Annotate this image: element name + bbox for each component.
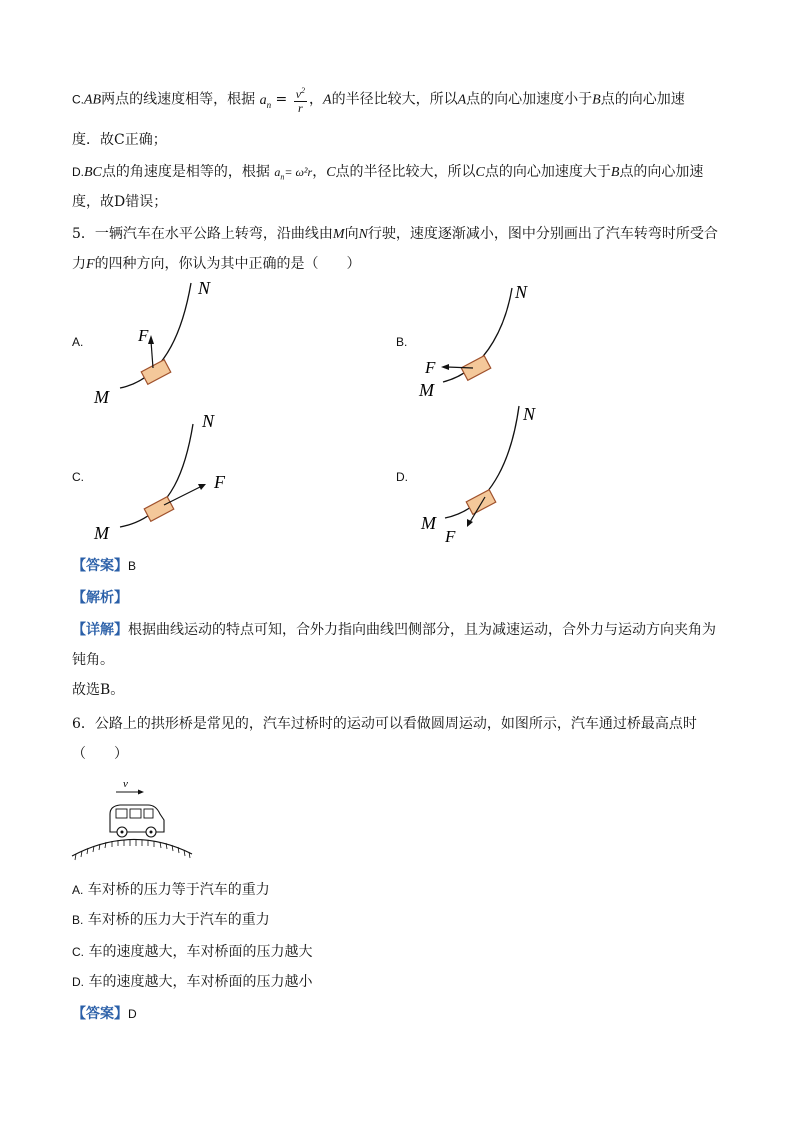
q5-option-b-label: B.: [396, 335, 408, 349]
label-n: N: [202, 411, 215, 431]
bridge-figure: [68, 776, 198, 862]
label-f: F: [138, 326, 149, 345]
bridge-arch: [72, 839, 192, 856]
q5-option-a-label: A.: [72, 335, 84, 349]
label-m: M: [421, 513, 436, 533]
question-5-stem-line2: 力F的四种方向，你认为其中正确的是（ ）: [72, 256, 361, 272]
force-arrow: [151, 341, 153, 368]
label-n: N: [515, 282, 528, 302]
car-box: [466, 490, 496, 515]
formula-a: $a_n$: [259, 92, 272, 110]
question-6-stem-line1: 6．公路上的拱形桥是常见的，汽车过桥时的运动可以看做圆周运动，如图所示，汽车通过桥最高点时: [72, 716, 697, 732]
q6-option-c: C. 车的速度越大，车对桥面的压力越大: [72, 944, 313, 960]
label-f: F: [445, 527, 456, 546]
q5-detail-line1: 【详解】根据曲线运动的特点可知，合外力指向曲线凹侧部分，且为减速运动，合外力与运动方向夹角为: [72, 622, 716, 638]
label-n: N: [198, 278, 211, 298]
figure-c: [90, 406, 250, 546]
option-c-explanation-line1: C.AB两点的线速度相等，根据 $a_n$ = $\frac{v^2}{r}$ ，A的半径比较大，所以A点的向心加速度小于B点的向心加速: [72, 86, 685, 115]
car-box: [141, 360, 171, 385]
car-box: [144, 497, 174, 522]
arrow-head-icon: [441, 364, 449, 370]
fraction-v2-over-r: $\frac{v^2}{r}$: [295, 86, 306, 115]
option-d-explanation-line1: D.BC点的角速度是相等的，根据 $a_n= \omega^2r$，C点的半径比较大，所以C点的向心加速度大于B点的向心加速: [72, 164, 704, 182]
label-m: M: [94, 387, 109, 407]
velocity-label: v: [123, 778, 128, 790]
q6-option-b: B. 车对桥的压力大于汽车的重力: [72, 912, 270, 928]
bridge-hatching: [75, 840, 190, 860]
option-d-explanation-line2: 度，故D错误；: [72, 194, 168, 210]
q6-answer: 【答案】D: [72, 1006, 137, 1022]
label-n: N: [523, 404, 536, 424]
q5-analysis-tag: 【解析】: [72, 590, 128, 606]
label-f: F: [425, 358, 436, 377]
q5-conclusion: 故选B。: [72, 682, 125, 698]
q6-option-d: D. 车的速度越大，车对桥面的压力越小: [72, 974, 313, 990]
q5-option-c-label: C.: [72, 470, 84, 484]
question-5-stem-line1: 5．一辆汽车在水平公路上转弯，沿曲线由M向N行驶，速度逐渐减小，图中分别画出了汽车转弯时所受合: [72, 226, 718, 242]
label-m: M: [419, 380, 434, 400]
q5-detail-line2: 钝角。: [72, 652, 114, 668]
q5-answer: 【答案】B: [72, 558, 137, 574]
force-arrow: [164, 487, 200, 505]
question-6-stem-line2: （ ）: [72, 746, 128, 762]
figure-a: [90, 278, 240, 410]
q6-option-a: A. 车对桥的压力等于汽车的重力: [72, 882, 270, 898]
q5-option-d-label: D.: [396, 470, 408, 484]
arrow-head-icon: [148, 335, 154, 344]
figure-b: [415, 278, 565, 410]
arrow-head-icon: [467, 519, 473, 527]
label-m: M: [94, 523, 109, 543]
car-icon: [110, 805, 164, 837]
arrow-head-icon: [138, 790, 144, 795]
option-c-explanation-line2: 度．故C正确；: [72, 132, 167, 148]
label-f: F: [214, 472, 225, 492]
figure-d: [415, 400, 565, 548]
